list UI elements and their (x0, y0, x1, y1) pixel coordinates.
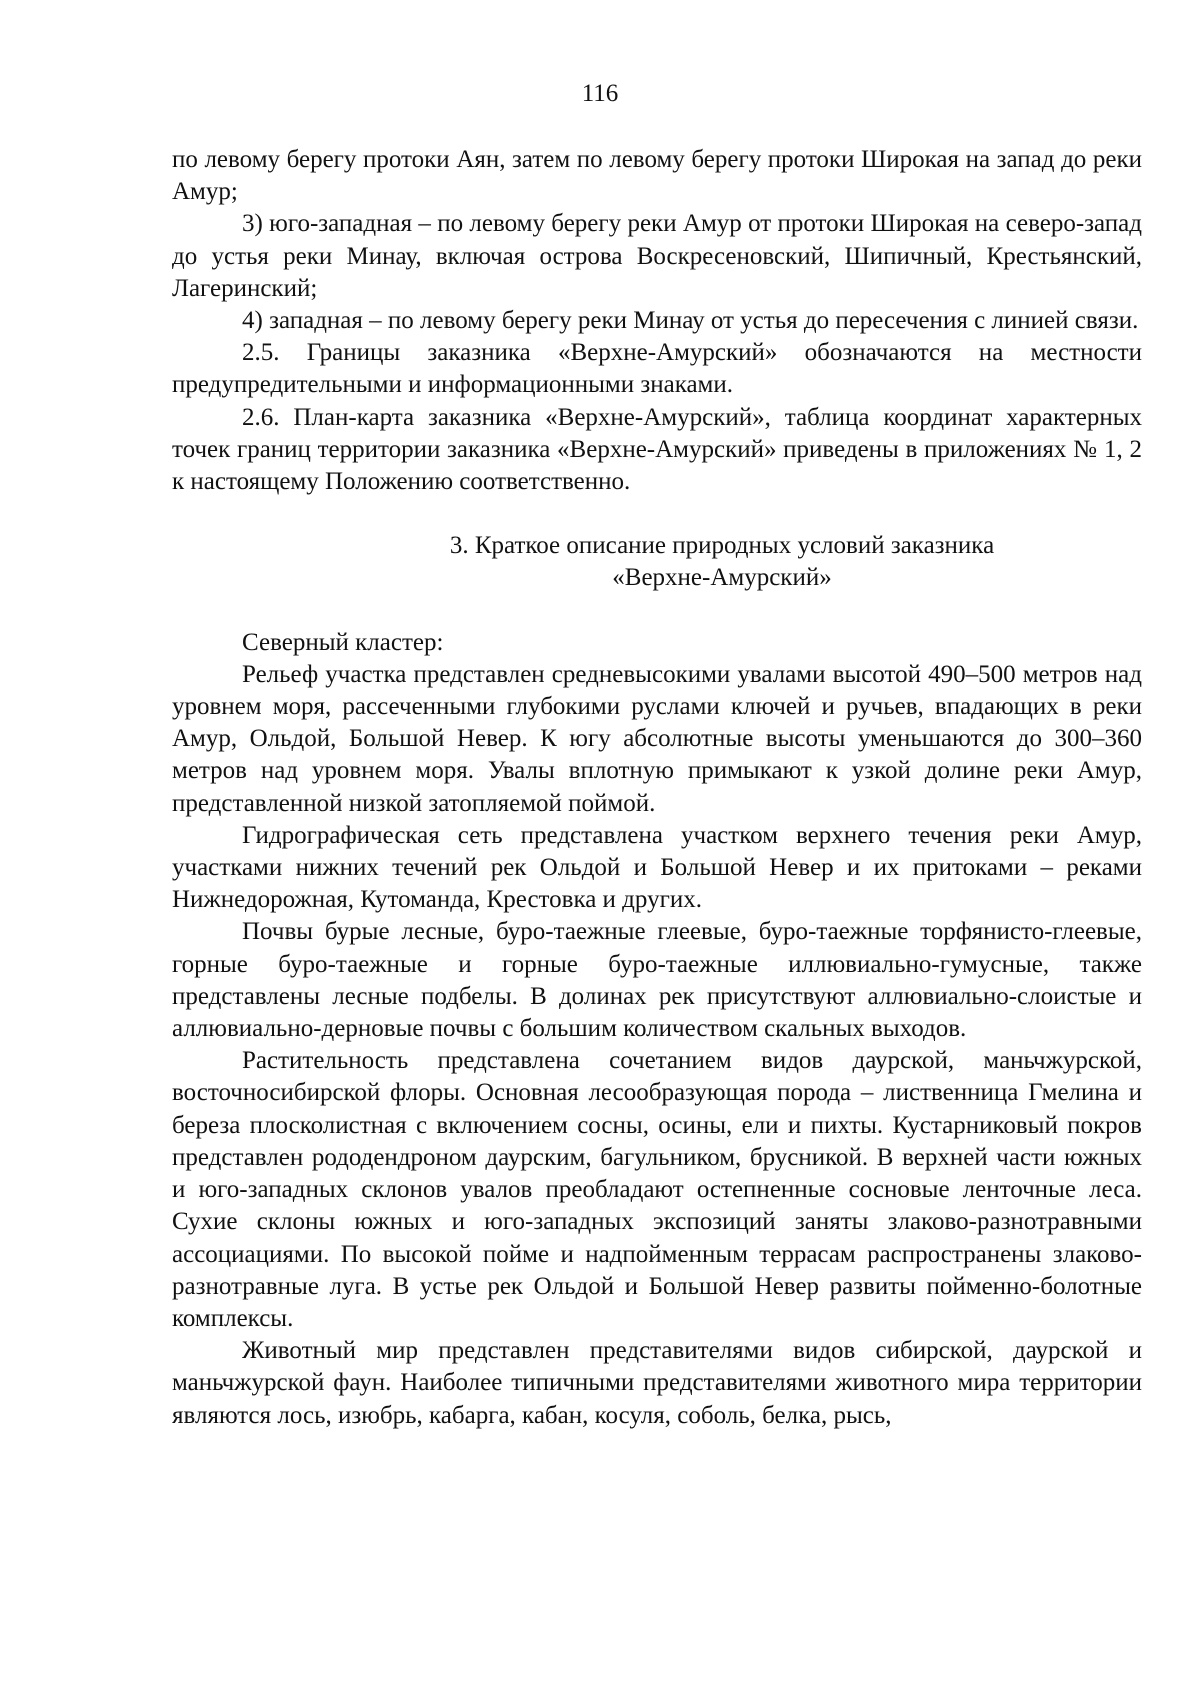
paragraph-2-6: 2.6. План-карта заказника «Верхне-Амурский», таблица координат характерных точек границ территории заказника «Верхне-Амурский» приведены в приложениях № 1, 2 к настоящему Положению соответственно. (172, 403, 1142, 496)
paragraph-hydrography: Гидрографическая сеть представлена участком верхнего течения реки Амур, участками нижних течений рек Ольдой и Большой Невер и их притоками – реками Нижнедорожная, Кутоманда, Крестовка и других. (172, 821, 1142, 914)
paragraph-southwest-boundary: 3) юго-западная – по левому берегу реки Амур от протоки Широкая на северо-запад до устья реки Минау, включая острова Воскресеновский, Шипичный, Крестьянский, Лагеринский; (172, 210, 1142, 302)
paragraph-west-boundary: 4) западная – по левому берегу реки Минау от устья до пересечения с линией связи. (242, 307, 1139, 335)
document-body (172, 144, 1142, 1432)
paragraph-soils: Почвы бурые лесные, буро-таежные глеевые, буро-таежные торфянисто-глеевые, горные буро-таежные и горные буро-таежные иллювиально-гумусные, также представлены лесные подбелы. В долинах рек присутствуют аллювиально-слоистые и аллювиально-дерновые почвы с большим количеством скальных выходов. (172, 918, 1142, 1043)
subheading-northern-cluster: Северный кластер: (242, 628, 444, 656)
section-title-line-2: «Верхне-Амурский» (612, 564, 832, 592)
paragraph-2-5: 2.5. Границы заказника «Верхне-Амурский» обозначаются на местности предупредительными и информационными знаками. (172, 339, 1142, 399)
paragraph-vegetation: Растительность представлена сочетанием видов даурской, маньчжурской, восточносибирской флоры. Основная лесообразующая порода – лиственница Гмелина и береза плосколистная с включением сосны, осины, ели и пихты. Кустарниковый покров представлен рододендроном даурским, багульником, брусникой. В верхней части южных и юго-западных склонов увалов преобладают остепненные сосновые ленточные леса. Сухие склоны южных и юго-западных экспозиций заняты злаково-разнотравными ассоциациями. По высокой пойме и надпойменным террасам распространены злаково-разнотравные луга. В устье рек Ольдой и Большой Невер развиты пойменно-болотные комплексы. (172, 1047, 1142, 1332)
paragraph-relief: Рельеф участка представлен средневысокими увалами высотой 490–500 метров над уровнем моря, рассеченными глубокими руслами ключей и ручьев, впадающих в реки Амур, Ольдой, Большой Невер. К югу абсолютные высоты уменьшаются до 300–360 метров над уровнем моря. Увалы вплотную примыкают к узкой долине реки Амур, представленной низкой затопляемой поймой. (172, 660, 1142, 817)
page-number: 116 (581, 80, 619, 107)
section-title (172, 530, 1142, 594)
paragraph-fauna: Животный мир представлен представителями видов сибирской, даурской и маньчжурской фаун. Наиболее типичными представителями животного мира территории являются лось, изюбрь, кабарга, кабан, косуля, соболь, белка, рысь, (172, 1337, 1142, 1429)
section-title-line-1: 3. Краткое описание природных условий заказника (449, 532, 995, 560)
paragraph-boundary-continuation: по левому берегу протоки Аян, затем по левому берегу протоки Широкая на запад до реки Амур; (172, 146, 1142, 206)
